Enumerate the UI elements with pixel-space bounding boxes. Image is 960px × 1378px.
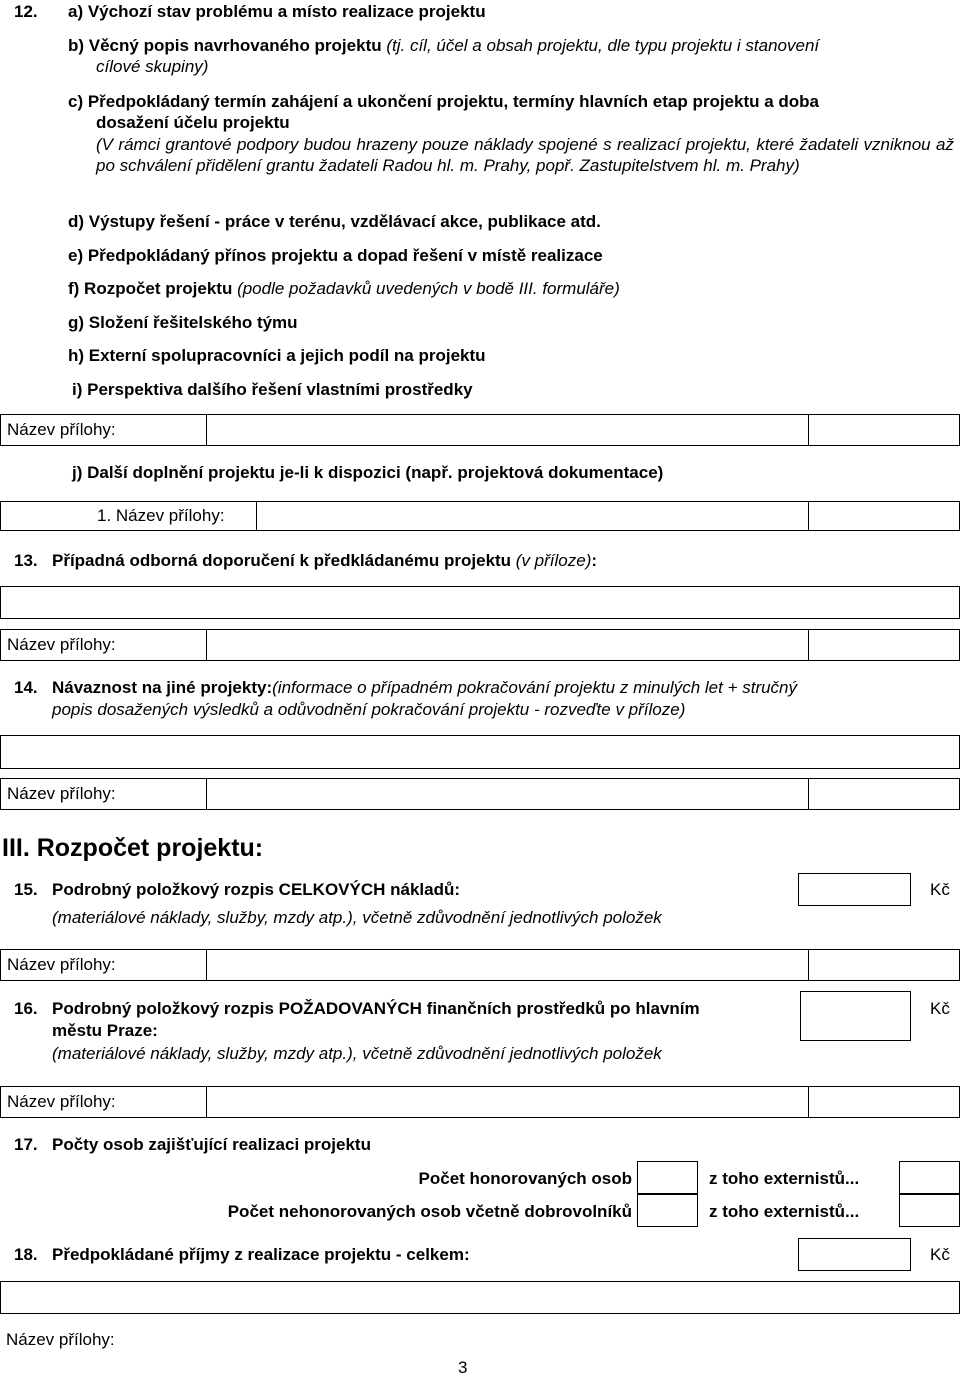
attachment-label: Název přílohy:	[7, 784, 116, 803]
paid-externals-field[interactable]	[899, 1161, 960, 1194]
attachment-extra-field[interactable]	[808, 502, 959, 530]
attachment-name-field[interactable]	[256, 502, 809, 530]
item-12e: e) Předpokládaný přínos projektu a dopad řešení v místě realizace	[68, 246, 603, 265]
attachment-name-field[interactable]	[206, 950, 809, 980]
attachment-label: Název přílohy:	[7, 420, 116, 439]
section-14-heading	[52, 678, 797, 698]
attachment-row-13	[0, 629, 960, 661]
paid-externals-label: z toho externistů...	[709, 1169, 860, 1188]
item-12c-line2: dosažení účelu projektu	[96, 113, 290, 132]
item-12f	[68, 279, 620, 299]
section-17-title: Počty osob zajišťující realizaci projektu	[52, 1135, 371, 1154]
currency-label: Kč	[930, 880, 950, 899]
attachment-extra-field[interactable]	[808, 1087, 959, 1117]
section-18-number: 18.	[14, 1245, 38, 1264]
item-12i: i) Perspektiva dalšího řešení vlastními prostředky	[72, 380, 473, 399]
item-12g: g) Složení řešitelského týmu	[68, 313, 298, 332]
section-14-note-line2: popis dosažených výsledků a odůvodnění pokračování projektu - rozveďte v příloze)	[52, 700, 686, 719]
paid-persons-label: Počet honorovaných osob	[418, 1169, 632, 1188]
section-13-title: Případná odborná doporučení k předkládanému projektu	[52, 551, 512, 570]
unpaid-persons-field[interactable]	[637, 1194, 698, 1227]
section-13-heading	[52, 551, 597, 571]
section-13-text-field[interactable]	[0, 586, 960, 619]
item-12h: h) Externí spolupracovníci a jejich podíl na projektu	[68, 346, 486, 365]
attachment-extra-field[interactable]	[808, 415, 959, 445]
attachment-name-field[interactable]	[206, 415, 809, 445]
item-12b-note-line2: cílové skupiny)	[96, 57, 209, 76]
income-field[interactable]	[798, 1238, 911, 1271]
attachment-row-15	[0, 949, 960, 981]
attachment-label: Název přílohy:	[6, 1330, 115, 1349]
item-12f-note: (podle požadavků uvedených v bodě III. formuláře)	[232, 279, 620, 298]
item-12b	[68, 36, 819, 56]
attachment-row-16	[0, 1086, 960, 1118]
attachment-name-field[interactable]	[206, 630, 809, 660]
currency-label: Kč	[930, 999, 950, 1018]
section-13-number: 13.	[14, 551, 38, 570]
attachment-row-12i	[0, 414, 960, 446]
requested-funds-field[interactable]	[800, 991, 911, 1041]
item-12d: d) Výstupy řešení - práce v terénu, vzdělávací akce, publikace atd.	[68, 212, 601, 231]
attachment-row-12j	[0, 501, 960, 531]
section-16-note: (materiálové náklady, služby, mzdy atp.), včetně zdůvodnění jednotlivých položek	[52, 1044, 662, 1063]
item-12c-line1: c) Předpokládaný termín zahájení a ukončení projektu, termíny hlavních etap projektu a doba	[68, 92, 820, 111]
item-12c-note: (V rámci grantové podpory budou hrazeny pouze náklady spojené s realizací projektu, které žadateli vzniknou až po schválení přidělení grantu žadateli Radou hl. m. Prahy, popř. Zastupitelstvem hl. m. Prahy)	[96, 135, 954, 175]
attachment-name-field[interactable]	[206, 1087, 809, 1117]
section-3-title: III. Rozpočet projektu:	[2, 834, 264, 862]
section-14-title: Návaznost na jiné projekty:	[52, 678, 273, 697]
unpaid-externals-label: z toho externistů...	[709, 1202, 860, 1221]
page-number: 3	[458, 1358, 468, 1377]
section-12-number: 12.	[14, 2, 38, 21]
unpaid-persons-label: Počet nehonorovaných osob včetně dobrovolníků	[227, 1202, 632, 1221]
attachment-name-field[interactable]	[206, 779, 809, 809]
paid-persons-field[interactable]	[637, 1161, 698, 1194]
section-15-note: (materiálové náklady, služby, mzdy atp.), včetně zdůvodnění jednotlivých položek	[52, 908, 662, 927]
section-13-note: (v příloze)	[511, 551, 592, 570]
section-14-note: (informace o případném pokračování projektu z minulých let + stručný	[272, 678, 798, 697]
item-12b-title: b) Věcný popis navrhovaného projektu	[68, 36, 382, 55]
section-15-number: 15.	[14, 880, 38, 899]
attachment-extra-field[interactable]	[808, 779, 959, 809]
attachment-label: Název přílohy:	[7, 1092, 116, 1111]
attachment-row-14	[0, 778, 960, 810]
attachment-extra-field[interactable]	[808, 630, 959, 660]
section-17-number: 17.	[14, 1135, 38, 1154]
item-12j: j) Další doplnění projektu je-li k dispozici (např. projektová dokumentace)	[72, 463, 664, 482]
section-14-text-field[interactable]	[0, 735, 960, 769]
total-costs-field[interactable]	[798, 873, 911, 906]
section-14-number: 14.	[14, 678, 38, 697]
currency-label: Kč	[930, 1245, 950, 1264]
section-16-title-line2: městu Praze:	[52, 1021, 158, 1040]
section-13-colon: :	[591, 551, 598, 570]
section-15-title: Podrobný položkový rozpis CELKOVÝCH nákladů:	[52, 880, 461, 899]
unpaid-externals-field[interactable]	[899, 1194, 960, 1227]
attachment-label: Název přílohy:	[7, 955, 116, 974]
section-18-text-field[interactable]	[0, 1281, 960, 1314]
attachment-label: 1. Název přílohy:	[97, 506, 225, 525]
item-12f-title: f) Rozpočet projektu	[68, 279, 233, 298]
section-16-number: 16.	[14, 999, 38, 1018]
item-12b-note: (tj. cíl, účel a obsah projektu, dle typu projektu i stanovení	[381, 36, 820, 55]
section-18-title: Předpokládané příjmy z realizace projektu - celkem:	[52, 1245, 470, 1264]
attachment-label: Název přílohy:	[7, 635, 116, 654]
section-16-title-line1: Podrobný položkový rozpis POŽADOVANÝCH finančních prostředků po hlavním	[52, 999, 700, 1018]
item-12a: a) Výchozí stav problému a místo realizace projektu	[68, 2, 486, 21]
attachment-extra-field[interactable]	[808, 950, 959, 980]
